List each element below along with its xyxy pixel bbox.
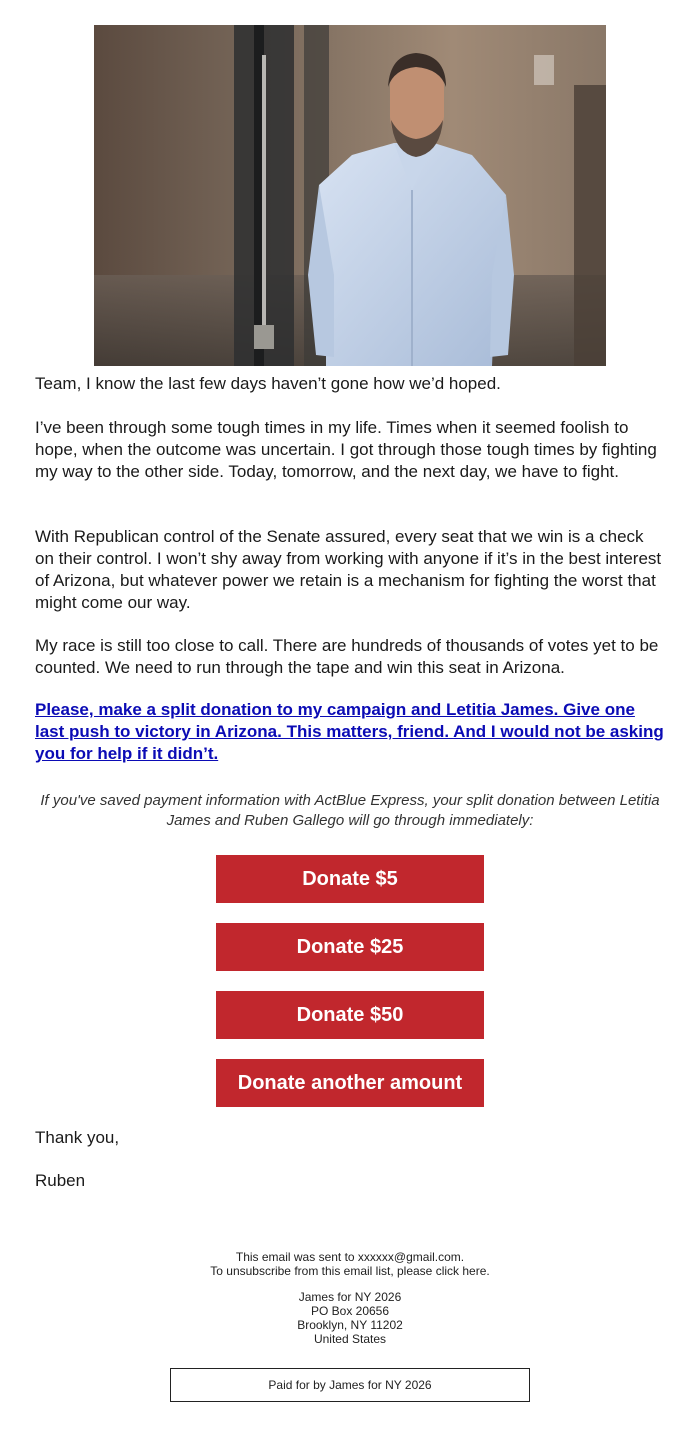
footer-city: Brooklyn, NY 11202	[297, 1318, 403, 1332]
footer-country: United States	[313, 1332, 387, 1346]
donate-25-button[interactable]: Donate $25	[216, 923, 484, 971]
closing-thanks: Thank you,	[35, 1128, 120, 1147]
actblue-express-note: If you've saved payment information with ActBlue Express, your split donation between Letitia James and Ruben Gallego will go through immediately:	[40, 792, 660, 829]
greeting-paragraph: Team, I know the last few days haven’t gone how we’d hoped.	[35, 374, 501, 393]
footer-unsubscribe-link[interactable]: To unsubscribe from this email list, please click here.	[210, 1264, 490, 1278]
footer-po-box: PO Box 20656	[310, 1304, 390, 1318]
signature: Ruben	[35, 1171, 86, 1190]
race-paragraph: My race is still too close to call. There are hundreds of thousands of votes yet to be counted. We need to run through the tape and win this seat in Arizona.	[35, 636, 659, 677]
donate-5-button[interactable]: Donate $5	[216, 855, 484, 903]
footer-org-name: James for NY 2026	[298, 1290, 402, 1304]
split-donation-link[interactable]: Please, make a split donation to my campaign and Letitia James. Give one last push to victory in Arizona. This matters, friend. And I would not be asking you for help if it didn’t.	[35, 700, 664, 763]
footer-sent-to: This email was sent to xxxxxx@gmail.com.	[235, 1250, 465, 1264]
tough-times-paragraph: I’ve been through some tough times in my life. Times when it seemed foolish to hope, when the outcome was uncertain. I got through those tough times by fighting my way to the other side. Today, tomorrow, and the next day, we have to fight.	[35, 418, 657, 481]
donate-other-button[interactable]: Donate another amount	[216, 1059, 484, 1107]
hero-photo	[94, 25, 606, 366]
donate-50-button[interactable]: Donate $50	[216, 991, 484, 1039]
senate-paragraph: With Republican control of the Senate assured, every seat that we win is a check on their control. I won’t shy away from working with anyone if it’s in the best interest of Arizona, but whatever power we retain is a mechanism for fighting the worst that might come our way.	[35, 527, 662, 612]
paid-for-disclaimer: Paid for by James for NY 2026	[170, 1368, 530, 1402]
